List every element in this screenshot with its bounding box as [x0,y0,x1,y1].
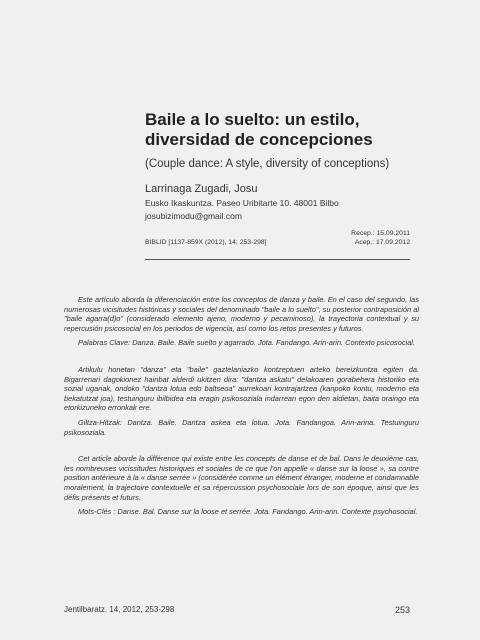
author-email: josubizimodu@gmail.com [145,211,242,221]
keywords-es: Palabras Clave: Danza. Baile. Baile suelto y agarrado. Jota. Fandango. Arin-arin. Contexto psicosocial. [78,338,416,348]
biblid: BIBLID [1137-859X (2012), 14; 253-298] [145,239,267,246]
page-number: 253 [394,605,410,615]
keywords-fr: Mots-Clés : Danse. Bal. Danse sur la loose et serrée. Jota. Fandango. Arin-arin. Contexte psychosocial. [78,507,418,517]
article-meta [145,229,410,251]
article-header [145,110,425,221]
abstract-eu: Artikulu honetan "danza" eta "baile" gaztelaniazko kontzeptuen arteko bereizkuntza egiten da. Bigarrenari dagokionez hainbat alderdi ukitzen dira: "dantza askatu" delakoaren gorabehera historiko eta sozial ugariak, ondoko "dantza lotua edo baltseoa" aurrekoari kontrajartzea (kanpoko kontu, moderno eta bekatutzat joa), testuinguru ibilbidea eta eragin psikosoziala indarrean egon den aldietan, baita oraingo eta etorkizuneko erronkak ere. [64,364,419,413]
abstract-es: Este artículo aborda la diferenciación entre los conceptos de danza y baile. En el caso del segundo, las numerosas vicisitudes históricas y sociales del denominado "baile a lo suelto", su posterior contraposición al "baile agarra(d)o" (considerado elemento ajeno, moderno y pecaminoso), la trayectoria contextual y su repercusión psicosocial en los periodos de vigencia, así como los retos presentes y futuros. [64,295,419,333]
journal-citation: Jentilbaratz. 14, 2012, 253-298 [64,605,175,614]
author-name: Larrinaga Zugadi, Josu [145,183,258,195]
article-dates [351,229,410,247]
article-subtitle: (Couple dance: A style, diversity of conceptions) [145,158,390,170]
received-date: Recep.: 15.09.2011 [351,230,410,237]
header-divider [145,259,410,260]
keywords-eu: Giltza-Hitzak: Dantza. Baile. Dantza askea eta lotua. Jota. Fandangoa. Arin-arina. Testuinguru psikosoziala. [64,417,419,437]
abstracts [64,295,419,517]
article-title: Baile a lo suelto: un estilo, diversidad de concepciones [145,110,373,149]
accepted-date: Acep.: 17.09.2012 [354,239,410,246]
abstract-fr: Cet article aborde la différence qui existe entre les concepts de danse et de bal. Dans le deuxième cas, les nombreuses vicissitudes historiques et sociales de ce que l'on appelle « danse sur la loose », sa contre position antérieure à la « danse serrée » (considérée comme un élément étranger, moderne et condamnable moralement, la trajectoire contextuelle et sa répercussion psychosociale lors de son époque, ainsi que les défis présents et futurs. [64,454,419,502]
author-affiliation: Eusko Ikaskuntza. Paseo Uribitarte 10. 48001 Bilbo [145,198,339,208]
